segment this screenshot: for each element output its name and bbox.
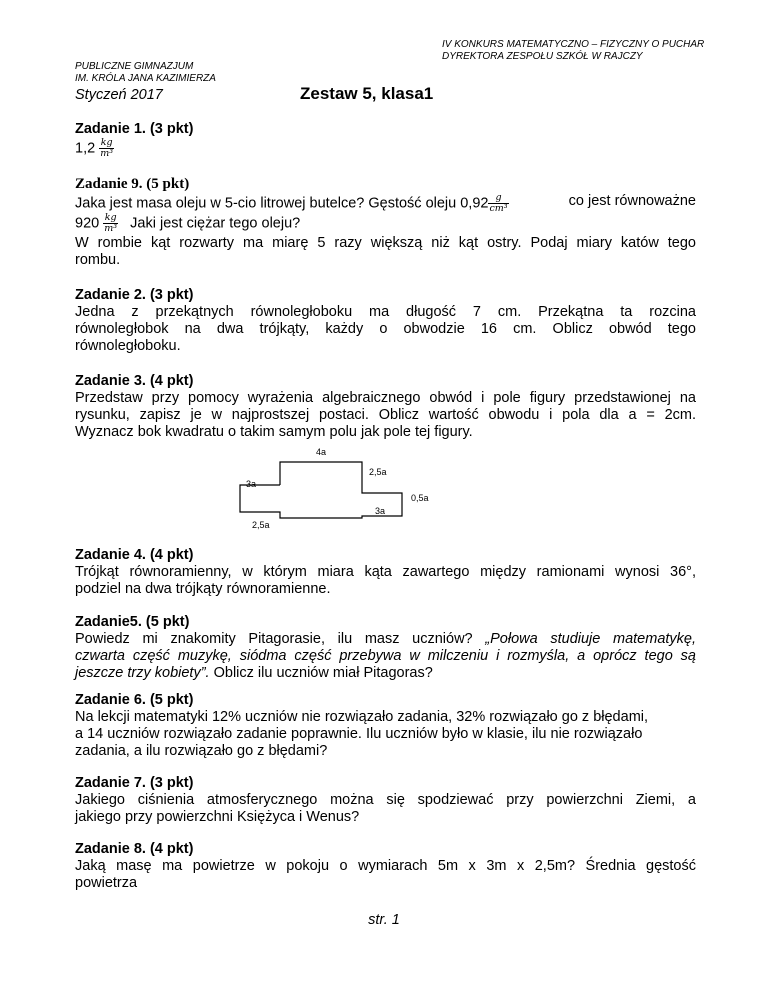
task-5-text-b: Oblicz ilu uczniów miał Pitagoras?	[209, 665, 433, 681]
task-5-quote-b: jeszcze trzy kobiety”.	[75, 665, 210, 681]
task-9-question: Jaki jest ciężar tego oleju?	[130, 215, 301, 232]
task-2-heading: Zadanie 2. (3 pkt)	[75, 287, 194, 303]
task-3-figure	[230, 445, 440, 535]
task-9-value: 920	[75, 215, 100, 232]
task-5-line-1	[75, 631, 696, 648]
task-1-heading: Zadanie 1. (3 pkt)	[75, 121, 194, 137]
task-5-text-a: Powiedz mi znakomity Pitagorasie, ilu masz uczniów?	[75, 631, 486, 647]
task-6-line-1: Na lekcji matematyki 12% uczniów nie rozwiązało zadania, 32% rozwiązało go z błędami,	[75, 709, 649, 725]
unit-denominator: m³	[104, 223, 118, 234]
unit-fraction	[99, 138, 114, 159]
task-9-text-a: Jaka jest masa oleju w 5-cio litrowej butelce? Gęstość oleju 0,92	[75, 195, 489, 212]
page-title: Zestaw 5, klasa1	[300, 84, 434, 103]
task-1-body	[75, 138, 696, 159]
contest-header	[442, 39, 704, 63]
task-5-heading: Zadanie5. (5 pkt)	[75, 614, 190, 630]
task-3-line-2: rysunku, zapisz je w najprostszej postaci. Oblicz wartość obwodu i pola dla a = 2cm.	[75, 407, 696, 423]
figure-label-top: 4a	[316, 447, 327, 457]
task-9-text-b: co jest równoważne	[568, 193, 696, 209]
task-5-line-3	[75, 665, 696, 682]
task-7-line-1: Jakiego ciśnienia atmosferycznego można się spodziewać przy powierzchni Ziemi, a	[75, 792, 696, 808]
task-9-line-4: rombu.	[75, 252, 121, 268]
task-6-line-2: a 14 uczniów rozwiązało zadanie poprawnie. Ilu uczniów było w klasie, ilu nie rozwiązało	[75, 726, 643, 742]
task-2-line-1: Jedna z przekątnych równoległoboku ma długość 7 cm. Przekątna ta rozcina	[75, 304, 696, 320]
task-2-line-2: równoległobok na dwa trójkąty, każdy o obwodzie 16 cm. Oblicz obwód tego	[75, 321, 696, 337]
unit-numerator: g	[488, 193, 508, 204]
task-4	[75, 547, 696, 598]
school-header	[75, 61, 216, 85]
contest-line-1: IV KONKURS MATEMATYCZNO – FIZYCZNY O PUCHAR	[442, 39, 705, 50]
unit-numerator: kg	[100, 137, 113, 148]
task-6	[75, 692, 696, 760]
task-9-line-3: W rombie kąt rozwarty ma miarę 5 razy większą niż kąt ostry. Podaj miary katów tego	[75, 235, 696, 251]
task-9	[75, 176, 696, 269]
task-9-heading: Zadanie 9. (5 pkt)	[75, 176, 190, 192]
task-5-quote-a: „Połowa studiuje matematykę,	[485, 631, 697, 647]
task-8-line-2: powietrza	[75, 875, 138, 891]
task-3-line-1: Przedstaw przy pomocy wyrażenia algebraicznego obwód i pole figury przedstawionej na	[75, 390, 696, 406]
task-9-line-2	[75, 212, 696, 235]
task-1-value: 1,2	[75, 140, 96, 157]
task-9-line-1	[75, 193, 696, 212]
unit-numerator: kg	[104, 212, 117, 223]
task-4-heading: Zadanie 4. (4 pkt)	[75, 547, 194, 563]
task-7	[75, 775, 696, 826]
task-8	[75, 841, 696, 892]
contest-line-2: DYREKTORA ZESPOŁU SZKÓŁ W RAJCZY	[442, 51, 643, 62]
figure-label-left: 3a	[246, 479, 257, 489]
task-6-line-3: zadania, a ilu rozwiązało go z błędami?	[75, 743, 328, 759]
unit-fraction	[488, 193, 508, 214]
task-1	[75, 121, 696, 159]
task-4-line-2: podziel na dwa trójkąty równoramienne.	[75, 581, 331, 597]
figure-label-right-upper: 2,5a	[369, 467, 387, 477]
unit-denominator: cm³	[489, 203, 508, 214]
task-8-heading: Zadanie 8. (4 pkt)	[75, 841, 194, 857]
task-5	[75, 614, 696, 682]
task-3	[75, 373, 696, 441]
figure-label-right-step: 0,5a	[411, 493, 429, 503]
school-line-2: IM. KRÓLA JANA KAZIMIERZA	[75, 73, 216, 84]
task-3-heading: Zadanie 3. (4 pkt)	[75, 373, 194, 389]
task-3-line-3: Wyznacz bok kwadratu o takim samym polu jak pole tej figury.	[75, 424, 473, 440]
task-2	[75, 287, 696, 355]
task-2-line-3: równoległoboku.	[75, 338, 181, 354]
task-8-line-1: Jaką masę ma powietrze w pokoju o wymiarach 5m x 3m x 2,5m? Średnia gęstość	[75, 858, 696, 874]
task-4-line-1: Trójkąt równoramienny, w którym miara kąta zawartego między ramionami wynosi 36°,	[75, 564, 696, 580]
figure-label-bottom-right: 3a	[375, 506, 386, 516]
unit-fraction	[103, 213, 118, 234]
figure-label-bottom-left: 2,5a	[252, 520, 270, 530]
date: Styczeń 2017	[75, 87, 163, 103]
unit-denominator: m³	[100, 148, 114, 159]
task-5-line-2: czwarta część muzykę, siódma część przebywa w milczeniu i rozmyśla, a oprócz tego są	[75, 648, 696, 664]
page-number: str. 1	[368, 912, 400, 928]
task-7-heading: Zadanie 7. (3 pkt)	[75, 775, 194, 791]
school-line-1: PUBLICZNE GIMNAZJUM	[75, 61, 194, 72]
task-7-line-2: jakiego przy powierzchni Księżyca i Wenus?	[75, 809, 360, 825]
task-6-heading: Zadanie 6. (5 pkt)	[75, 692, 194, 708]
